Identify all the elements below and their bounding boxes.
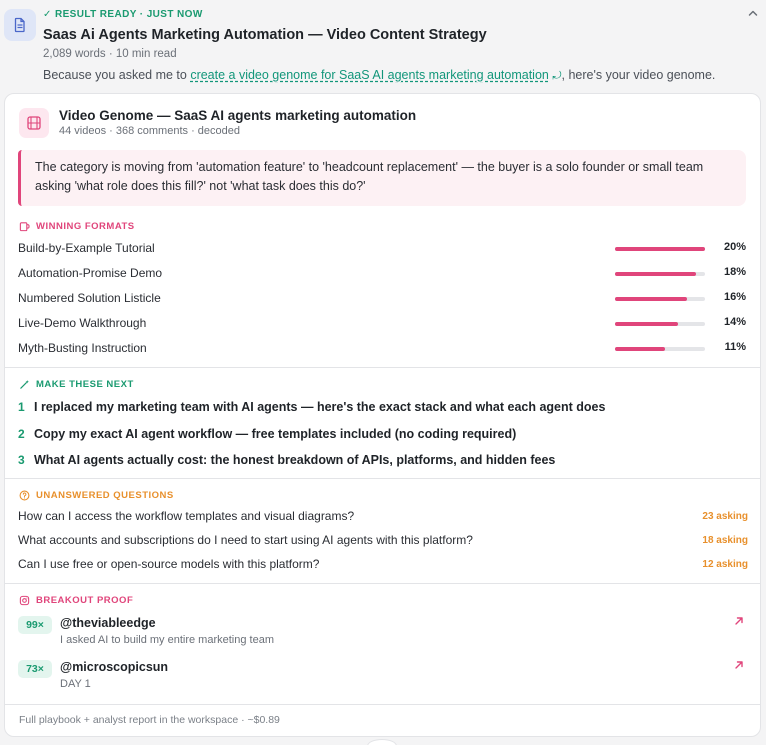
idea-title: I replaced my marketing team with AI agents — here's the exact stack and what each agent does [34,400,606,414]
questions-header [19,490,174,501]
scroll-handle[interactable] [367,739,397,745]
sparkle-wand-icon [19,379,30,390]
genome-title: Video Genome — SaaS AI agents marketing automation [59,108,417,123]
because-suffix: , here's your video genome. [561,68,716,82]
question-item[interactable] [18,532,748,550]
format-bar-track [615,272,705,276]
video-caption: DAY 1 [60,678,91,690]
asking-count: 12 asking [702,559,748,570]
video-caption: I asked AI to build my entire marketing team [60,634,274,646]
format-name: Build-by-Example Tutorial [18,241,155,255]
format-bar-fill [615,322,678,326]
asking-count: 18 asking [702,535,748,546]
idea-number: 1 [18,400,25,414]
multiplier-badge: 99× [18,616,52,634]
questions-label: UNANSWERED QUESTIONS [36,490,174,501]
format-row [18,314,748,334]
format-bar-track [615,322,705,326]
format-bar-track [615,347,705,351]
format-row [18,264,748,284]
because-line [43,68,715,83]
chevron-up-icon[interactable] [745,5,761,21]
format-percent: 16% [723,291,746,303]
result-title: Saas Ai Agents Marketing Automation — Video Content Strategy [43,27,487,43]
winning-formats-header [19,221,135,232]
breakout-header [19,595,133,606]
asking-count: 23 asking [702,511,748,522]
film-icon [19,108,49,138]
question-text: How can I access the workflow templates and visual diagrams? [18,509,355,523]
idea-number: 2 [18,427,25,441]
format-bar-fill [615,247,705,251]
idea-item[interactable] [18,424,748,444]
instagram-icon [19,595,30,606]
document-icon [4,9,36,41]
status-label: ✓ RESULT READY · JUST NOW [43,9,203,20]
arrow-up-right-icon[interactable] [732,658,746,672]
format-percent: 14% [723,316,746,328]
question-text: What accounts and subscriptions do I need to start using AI agents with this platform? [18,533,473,547]
format-row [18,289,748,309]
idea-item[interactable] [18,397,748,417]
mug-icon [19,221,30,232]
result-header [0,0,766,92]
insight-quote: The category is moving from 'automation feature' to 'headcount replacement' — the buyer is a solo founder or small team asking 'what role does this fill?' not 'what task does this do?' [18,150,746,206]
format-name: Automation-Promise Demo [18,266,163,280]
section-divider [5,704,761,705]
creator-handle: @theviableedge [60,616,156,630]
breakout-label: BREAKOUT PROOF [36,595,134,606]
question-circle-icon [19,490,30,501]
breakout-item[interactable] [18,658,748,694]
make-next-label: MAKE THESE NEXT [36,379,134,390]
format-name: Numbered Solution Listicle [18,291,161,305]
format-row [18,239,748,259]
idea-title: What AI agents actually cost: the honest breakdown of APIs, platforms, and hidden fees [34,453,556,467]
format-bar-track [615,247,705,251]
format-percent: 20% [723,241,746,253]
section-divider [5,583,761,584]
idea-number: 3 [18,453,25,467]
video-genome-card [4,93,761,737]
arrow-up-right-icon[interactable] [732,614,746,628]
idea-item[interactable] [18,450,748,470]
because-prefix: Because you asked me to [43,68,191,82]
request-link[interactable]: create a video genome for SaaS AI agents marketing automation [190,68,549,82]
result-meta: 2,089 words · 10 min read [43,48,177,60]
link-return-icon: ⤾ [552,70,562,82]
question-item[interactable] [18,556,748,574]
winning-formats-label: WINNING FORMATS [36,221,135,232]
multiplier-badge: 73× [18,660,52,678]
format-bar-fill [615,297,687,301]
format-row [18,339,748,359]
question-item[interactable] [18,508,748,526]
format-name: Myth-Busting Instruction [18,341,147,355]
make-next-header [19,379,134,390]
format-name: Live-Demo Walkthrough [18,316,147,330]
genome-subtitle: 44 videos · 368 comments · decoded [59,125,240,137]
creator-handle: @microscopicsun [60,660,169,674]
question-text: Can I use free or open-source models with this platform? [18,557,320,571]
footer-note: Full playbook + analyst report in the workspace · ~$0.89 [19,714,280,726]
format-bar-fill [615,272,696,276]
breakout-item[interactable] [18,614,748,650]
section-divider [5,478,761,479]
format-percent: 11% [724,341,746,353]
section-divider [5,367,761,368]
format-bar-track [615,297,705,301]
idea-title: Copy my exact AI agent workflow — free templates included (no coding required) [34,427,517,441]
format-percent: 18% [723,266,746,278]
format-bar-fill [615,347,665,351]
